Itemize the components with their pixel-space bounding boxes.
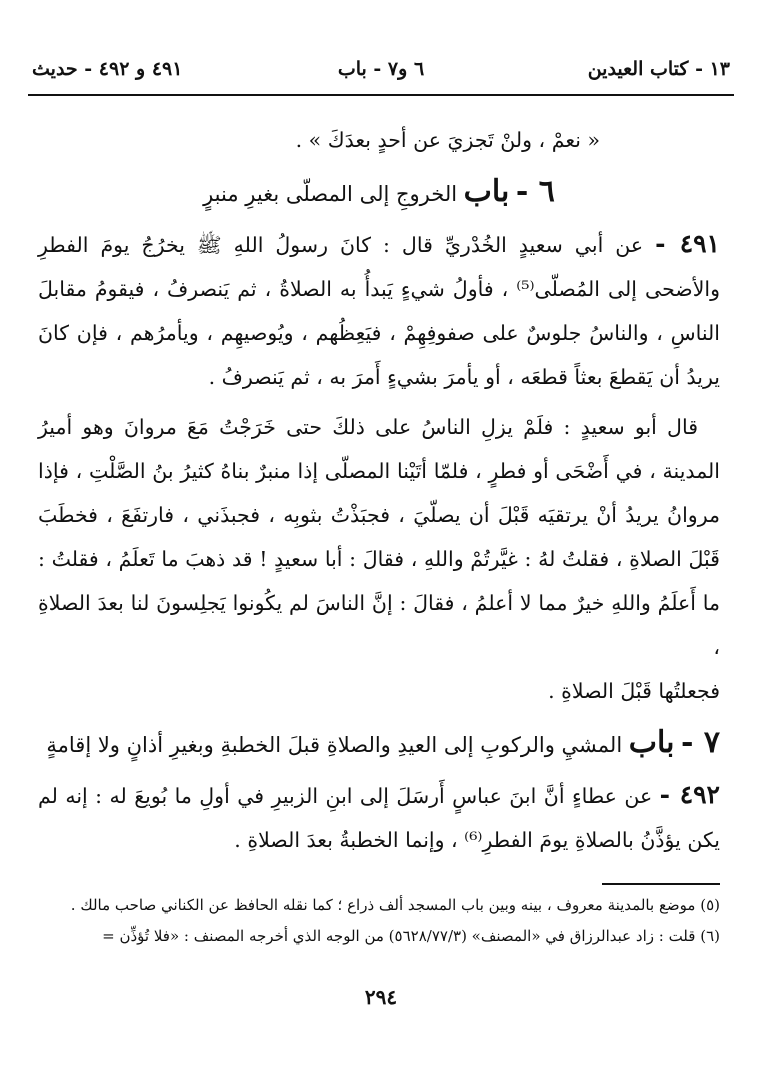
previous-hadith-ending: « نعمْ ، ولنْ تَجزيَ عن أحدٍ بعدَكَ » . bbox=[295, 128, 600, 152]
hadith-491-continuation bbox=[38, 405, 720, 669]
header-chapter: ١٣ - كتاب العيدين bbox=[587, 58, 730, 80]
bab-7-heading bbox=[38, 721, 720, 767]
hadith-491-continuation-text: قال أبو سعيدٍ : فلَمْ يزلِ الناسُ على ذلكَ حتى خَرَجْتُ مَعَ مروانَ وهو أميرُ المدينة ، في أَضْحَى أو فطرٍ ، فلمّا أتَيْنا المصلّى إذا منبرٌ بناهُ كثيرُ بنُ الصَّلْتِ ، فإذا مروانُ يريدُ أنْ يرتقيَه قَبْلَ أن يصلّيَ ، فجبَذْتُ بثوبِه ، فجبذَني ، فارتفَعَ ، فخطَبَ قَبْلَ الصلاةِ ، فقلتُ لهُ : غيَّرتُمْ واللهِ ، فقالَ : أبا سعيدٍ ! قد ذهبَ ما تَعلَمُ ، فقلتُ : ما أَعلَمُ واللهِ خيرٌ مما لا أعلمُ ، فقالَ : إنَّ الناسَ لم يكُونوا يَجلِسونَ لنا بعدَ الصلاةِ ، bbox=[38, 415, 720, 659]
bab-6-title: الخروجِ إلى المصلّى بغيرِ منبرٍ bbox=[203, 182, 458, 206]
page-number: ٢٩٤ bbox=[364, 985, 398, 1009]
header-rule bbox=[28, 94, 734, 96]
bab-7-title: المشيِ والركوبِ إلى العيدِ والصلاةِ قبلَ الخطبةِ وبغيرِ أذانٍ ولا إقامةٍ bbox=[46, 733, 623, 757]
header-bab: ٦ و٧ - باب bbox=[337, 58, 425, 80]
hadith-492-text: عن عطاءٍ أنَّ ابنَ عباسٍ أَرسَلَ إلى ابنِ الزبيرِ في أولِ ما بُويعَ له : إنه لم يكن يؤذَّنُ بالصلاةِ يومَ الفطرِ⁽⁶⁾ ، وإنما الخطبةُ بعدَ الصلاةِ . bbox=[38, 784, 720, 852]
hadith-491-text: عن أبي سعيدٍ الخُدْريِّ قال : كانَ رسولُ اللهِ ﷺ يخرُجُ يومَ الفطرِ والأضحى إلى المُصلّى⁽⁵⁾ ، فأولُ شيءٍ يَبدأُ به الصلاةُ ، ثم يَنصرفُ ، فيقومُ مقابلَ الناسِ ، والناسُ جلوسٌ على صفوفِهِمْ ، فيَعِظُهم ، ويُوصيهِم ، ويأمرُهم ، فإن كانَ يريدُ أن يَقطعَ بعثاً قطعَه ، أو يأمرَ بشيءٍ أَمرَ به ، ثم يَنصرفُ . bbox=[38, 233, 720, 389]
bab-6-keyword: باب bbox=[463, 174, 510, 209]
hadith-492 bbox=[38, 773, 720, 862]
main-text bbox=[38, 118, 720, 862]
bab-6-heading bbox=[38, 170, 720, 216]
header-hadith-range: ٤٩١ و ٤٩٢ - حديث bbox=[32, 58, 183, 80]
hadith-492-number: ٤٩٢ - bbox=[659, 780, 720, 809]
footnote-5: (٥) موضع بالمدينة معروف ، بينه وبين باب المسجد ألف ذراع ؛ كما نقله الحافظ عن الكناني صاحب مالك . bbox=[70, 896, 720, 914]
bab-6-number: ٦ - bbox=[515, 174, 555, 209]
bab-7-number: ٧ - bbox=[680, 725, 720, 760]
footnotes bbox=[38, 892, 720, 954]
running-header bbox=[28, 58, 734, 90]
hadith-491-end: فجعلتُها قَبْلَ الصلاةِ . bbox=[548, 679, 720, 703]
footnote-6: (٦) قلت : زاد عبدالرزاق في «المصنف» (٥٦٢٨/٧٧/٣) من الوجه الذي أخرجه المصنف : «فلا تُؤذِّن = bbox=[102, 927, 720, 945]
footnote-rule bbox=[602, 883, 720, 885]
hadith-491-number: ٤٩١ - bbox=[655, 229, 720, 258]
bab-7-keyword: باب bbox=[628, 725, 675, 760]
hadith-491 bbox=[38, 222, 720, 399]
